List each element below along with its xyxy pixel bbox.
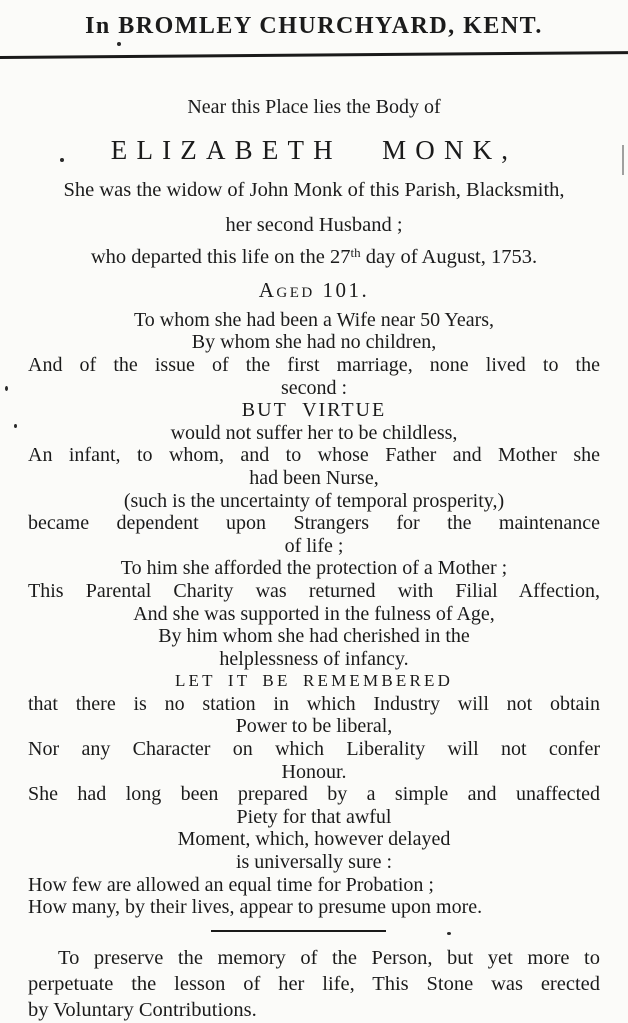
epitaph-line: of life ; — [284, 534, 344, 557]
epitaph-line: How many, by their lives, appear to presume upon more. — [28, 896, 483, 919]
epitaph-line: How few are allowed an equal time for Probation ; — [28, 873, 434, 896]
epitaph-line: would not suffer her to be childless, — [170, 421, 458, 444]
closing-line: To preserve the memory of the Person, but yet more to — [58, 946, 600, 969]
closing-line: perpetuate the lesson of her life, This Stone was erected — [28, 972, 600, 995]
epitaph-line: This Parental Charity was returned with Filial Affection, — [28, 579, 600, 602]
page-title: In BROMLEY CHURCHYARD, KENT. — [85, 13, 543, 39]
epitaph-line: became dependent upon Strangers for the maintenance — [28, 512, 600, 535]
top-divider-rule — [0, 51, 628, 59]
ordinal-superscript: th — [350, 244, 361, 260]
epitaph-line: To whom she had been a Wife near 50 Years, — [133, 308, 495, 331]
let-it-be-remembered-heading: LET IT BE REMEMBERED — [174, 671, 454, 691]
husband-line: her second Husband ; — [225, 213, 403, 236]
departed-prefix: who departed this life on the 27 — [90, 245, 351, 268]
epitaph-line: Nor any Character on which Liberality will not confer — [28, 738, 600, 761]
epitaph-line: An infant, to whom, and to whose Father and Mother she — [28, 444, 600, 467]
mid-divider-rule — [211, 930, 386, 932]
epitaph-line: is universally sure : — [235, 851, 393, 874]
departed-line — [28, 245, 600, 271]
epitaph-line: By him whom she had cherished in the — [158, 625, 470, 648]
deceased-name: ELIZABETH MONK, — [110, 134, 518, 165]
epitaph-line: And of the issue of the first marriage, none lived to the — [28, 353, 600, 376]
scan-speck — [14, 424, 17, 428]
epitaph-line: Power to be liberal, — [235, 715, 393, 738]
epitaph-line: that there is no station in which Industry will not obtain — [28, 692, 600, 715]
epitaph-line: Honour. — [281, 760, 347, 783]
epitaph-intro: Near this Place lies the Body of — [187, 95, 441, 118]
epitaph-line: had been Nurse, — [249, 466, 379, 489]
but-virtue-heading: BUT VIRTUE — [241, 399, 387, 422]
epitaph-line: Moment, which, however delayed — [177, 828, 451, 851]
scan-speck — [117, 42, 121, 46]
scan-speck — [60, 158, 64, 162]
closing-paragraph — [28, 945, 600, 1023]
epitaph-line: (such is the uncertainty of temporal prosperity,) — [123, 489, 505, 512]
epitaph-line: helplessness of infancy. — [219, 647, 409, 670]
page-edge-mark — [622, 145, 624, 175]
epitaph-line: She had long been prepared by a simple and unaffected — [28, 783, 600, 806]
epitaph-line: Piety for that awful — [236, 805, 392, 828]
scan-speck — [447, 932, 451, 935]
epitaph-line: To him she afforded the protection of a Mother ; — [120, 557, 508, 580]
aged-line: Aged 101. — [258, 277, 370, 302]
widow-line: She was the widow of John Monk of this Parish, Blacksmith, — [63, 178, 565, 201]
epitaph-line: By whom she had no children, — [191, 331, 437, 354]
departed-suffix: day of August, 1753. — [360, 245, 538, 268]
closing-line: by Voluntary Contributions. — [28, 998, 257, 1021]
scan-speck — [5, 386, 8, 391]
epitaph-line: second : — [280, 376, 348, 399]
epitaph-body — [28, 309, 600, 919]
epitaph-line: And she was supported in the fulness of Age, — [133, 602, 495, 625]
